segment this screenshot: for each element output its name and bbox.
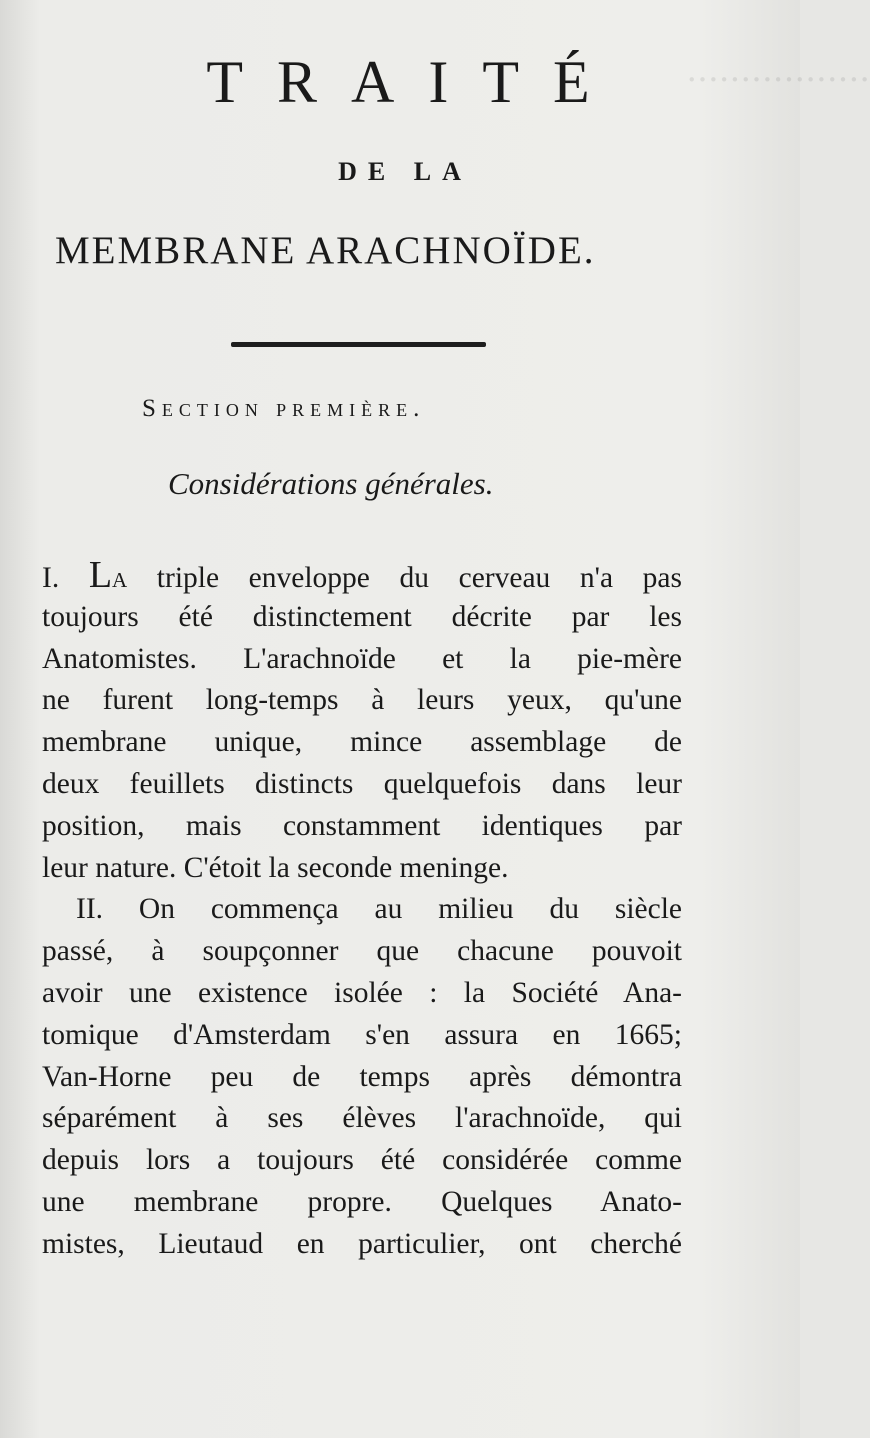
text-line: tomique d'Amsterdam s'en assura en 1665; — [42, 1018, 682, 1051]
text-line: membrane unique, mince assemblage de — [42, 726, 682, 759]
text-line: avoir une existence isolée : la Société Ana- — [42, 976, 682, 1009]
text-line: passé, à soupçonner que chacune pouvoit — [42, 935, 682, 968]
main-title: TRAITÉ — [206, 49, 624, 115]
text-line: mistes, Lieutaud en particulier, ont cherché — [42, 1227, 682, 1260]
text-line: deux feuillets distincts quelquefois dans leur — [42, 767, 682, 800]
bleed-through-texture: ················· — [686, 60, 870, 100]
text-line: ne furent long-temps à leurs yeux, qu'une — [42, 684, 682, 717]
section-heading: Section première. — [142, 395, 426, 422]
paragraph-number: I. — [42, 562, 89, 594]
title-connector: DE LA — [338, 157, 472, 186]
text-line: séparément à ses élèves l'arachnoïde, qui — [42, 1102, 682, 1135]
text-line: depuis lors a toujours été considérée comme — [42, 1144, 682, 1177]
text-line: Anatomistes. L'arachnoïde et la pie-mère — [42, 642, 682, 675]
text-line: Van-Horne peu de temps après démontra — [42, 1060, 682, 1093]
line-text: triple enveloppe du cerveau n'a pas — [127, 562, 682, 594]
text-line: toujours été distinctement décrite par les — [42, 600, 682, 633]
chapter-heading: Considérations générales. — [168, 466, 494, 501]
small-caps-text: a — [112, 562, 128, 594]
title-rule — [231, 342, 486, 347]
text-line: leur nature. C'étoit la seconde meninge. — [42, 851, 509, 884]
initial-letter: L — [88, 554, 113, 596]
text-line: II. On commença au milieu du siècle — [76, 893, 682, 926]
text-line — [42, 555, 682, 597]
text-line: position, mais constamment identiques par — [42, 809, 682, 842]
text-line: une membrane propre. Quelques Anato- — [42, 1185, 682, 1218]
subtitle: MEMBRANE ARACHNOÏDE. — [55, 229, 596, 272]
body-text — [42, 555, 682, 1266]
